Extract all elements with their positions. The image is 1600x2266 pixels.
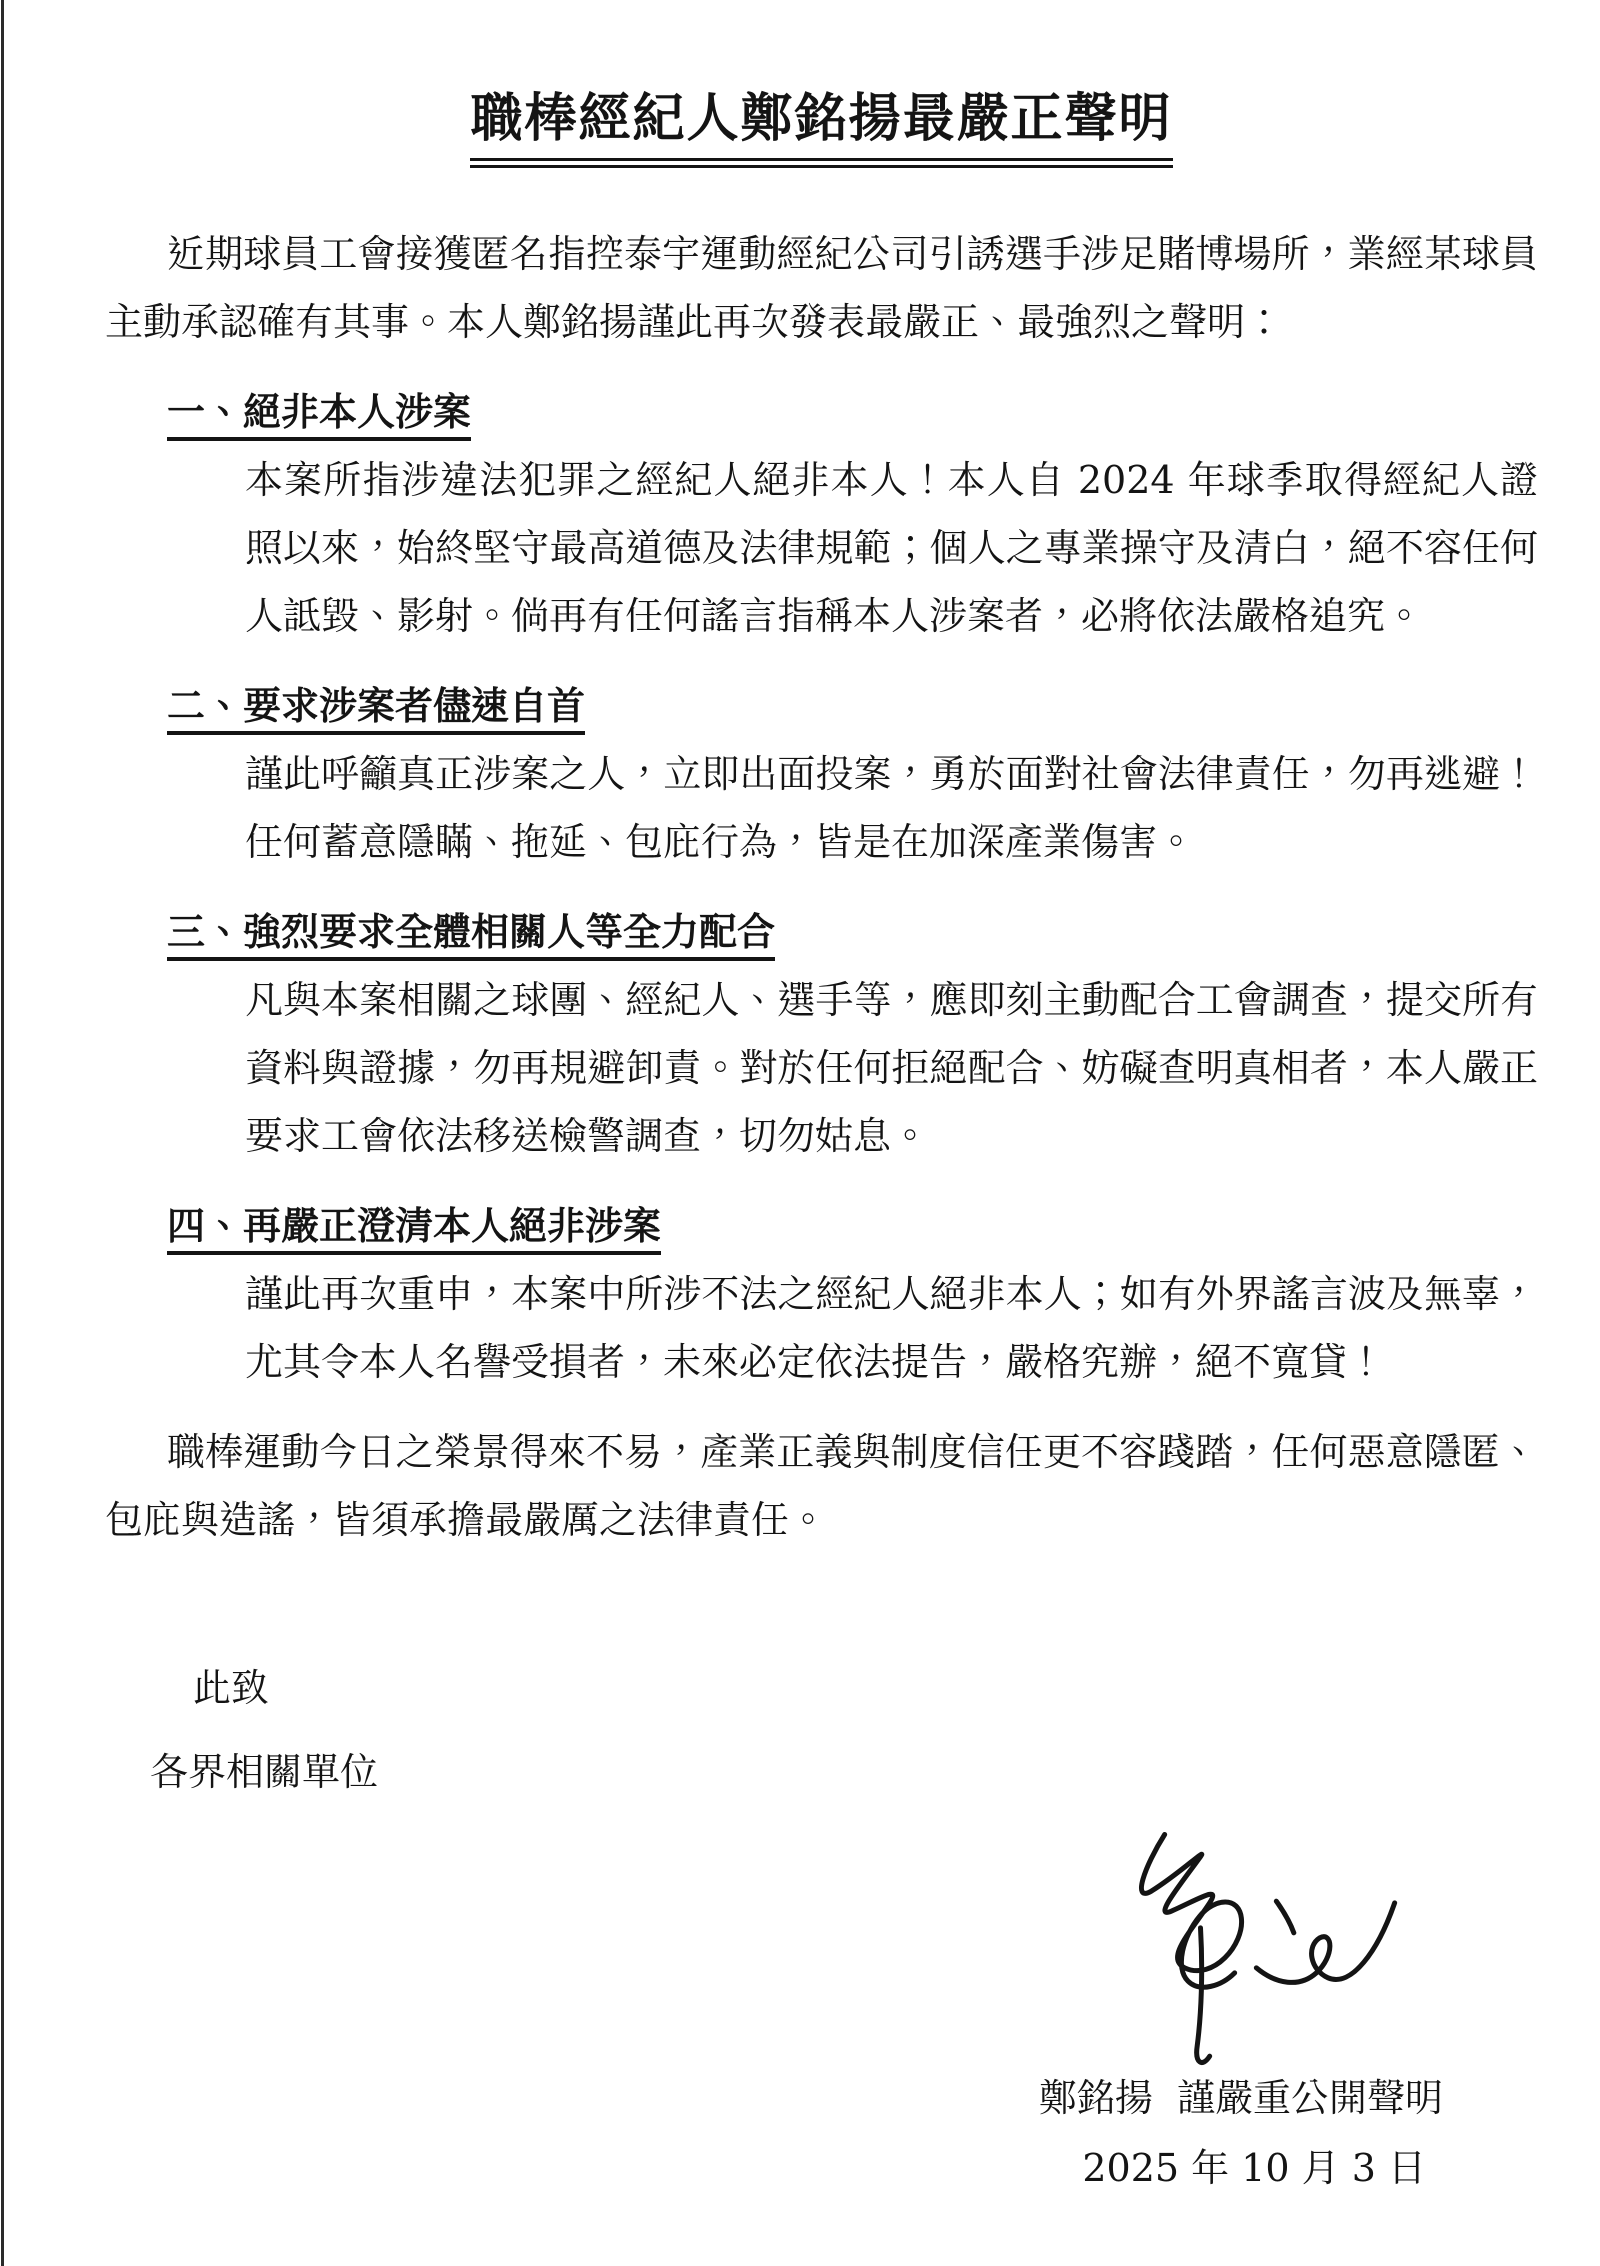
section-1-body: 本案所指涉違法犯罪之經紀人絕非本人！本人自 2024 年球季取得經紀人證照以來，始終堅守最高道德及法律規範；個人之專業操守及清白，絕不容任何人詆毀、影射。倘再有任何謠言指稱本人涉案者，必將依法嚴格追究。 bbox=[245, 458, 1538, 639]
section-3-heading-text: 三、強烈要求全體相關人等全力配合 bbox=[167, 909, 775, 961]
section-2-heading-text: 二、要求涉案者儘速自首 bbox=[167, 683, 585, 735]
section-4-body: 謹此再次重申，本案中所涉不法之經紀人絕非本人；如有外界謠言波及無辜，尤其令本人名譽受損者，未來必定依法提告，嚴格究辦，絕不寬貸！ bbox=[245, 1272, 1538, 1385]
title-container bbox=[105, 88, 1538, 168]
statement-title: 職棒經紀人鄭銘揚最嚴正聲明 bbox=[470, 88, 1172, 168]
closing-paragraph: 職棒運動今日之榮景得來不易，產業正義與制度信任更不容踐踏，任何惡意隱匿、包庇與造謠，皆須承擔最嚴厲之法律責任。 bbox=[105, 1430, 1538, 1543]
section-2-heading bbox=[167, 672, 1538, 740]
section-3-heading bbox=[167, 898, 1538, 966]
section-1-heading bbox=[167, 378, 1538, 446]
signoff-block bbox=[105, 1806, 1538, 2226]
section-3-body: 凡與本案相關之球團、經紀人、選手等，應即刻主動配合工會調查，提交所有資料與證據，勿再規避卸責。對於任何拒絕配合、妨礙查明真相者，本人嚴正要求工會依法移送檢警調查，切勿姑息。 bbox=[245, 978, 1538, 1159]
statement-date: 2025 年 10 月 3 日 bbox=[1082, 2146, 1426, 2191]
scan-edge-line bbox=[1, 0, 4, 2266]
salutation: 此致 bbox=[193, 1666, 270, 1711]
recipient: 各界相關單位 bbox=[150, 1750, 379, 1795]
section-2-body: 謹此呼籲真正涉案之人，立即出面投案，勇於面對社會法律責任，勿再逃避！任何蓄意隱瞞、拖延、包庇行為，皆是在加深產業傷害。 bbox=[245, 752, 1538, 865]
intro-paragraph: 近期球員工會接獲匿名指控泰宇運動經紀公司引誘選手涉足賭博場所，業經某球員主動承認確有其事。本人鄭銘揚謹此再次發表最嚴正、最強烈之聲明： bbox=[105, 232, 1538, 345]
section-4-heading-text: 四、再嚴正澄清本人絕非涉案 bbox=[167, 1203, 661, 1255]
section-1-heading-text: 一、絕非本人涉案 bbox=[167, 389, 471, 441]
signature-name-line: 鄭銘揚 謹嚴重公開聲明 bbox=[1038, 2076, 1443, 2121]
handwritten-signature-icon bbox=[1058, 1792, 1408, 2092]
section-4-heading bbox=[167, 1192, 1538, 1260]
